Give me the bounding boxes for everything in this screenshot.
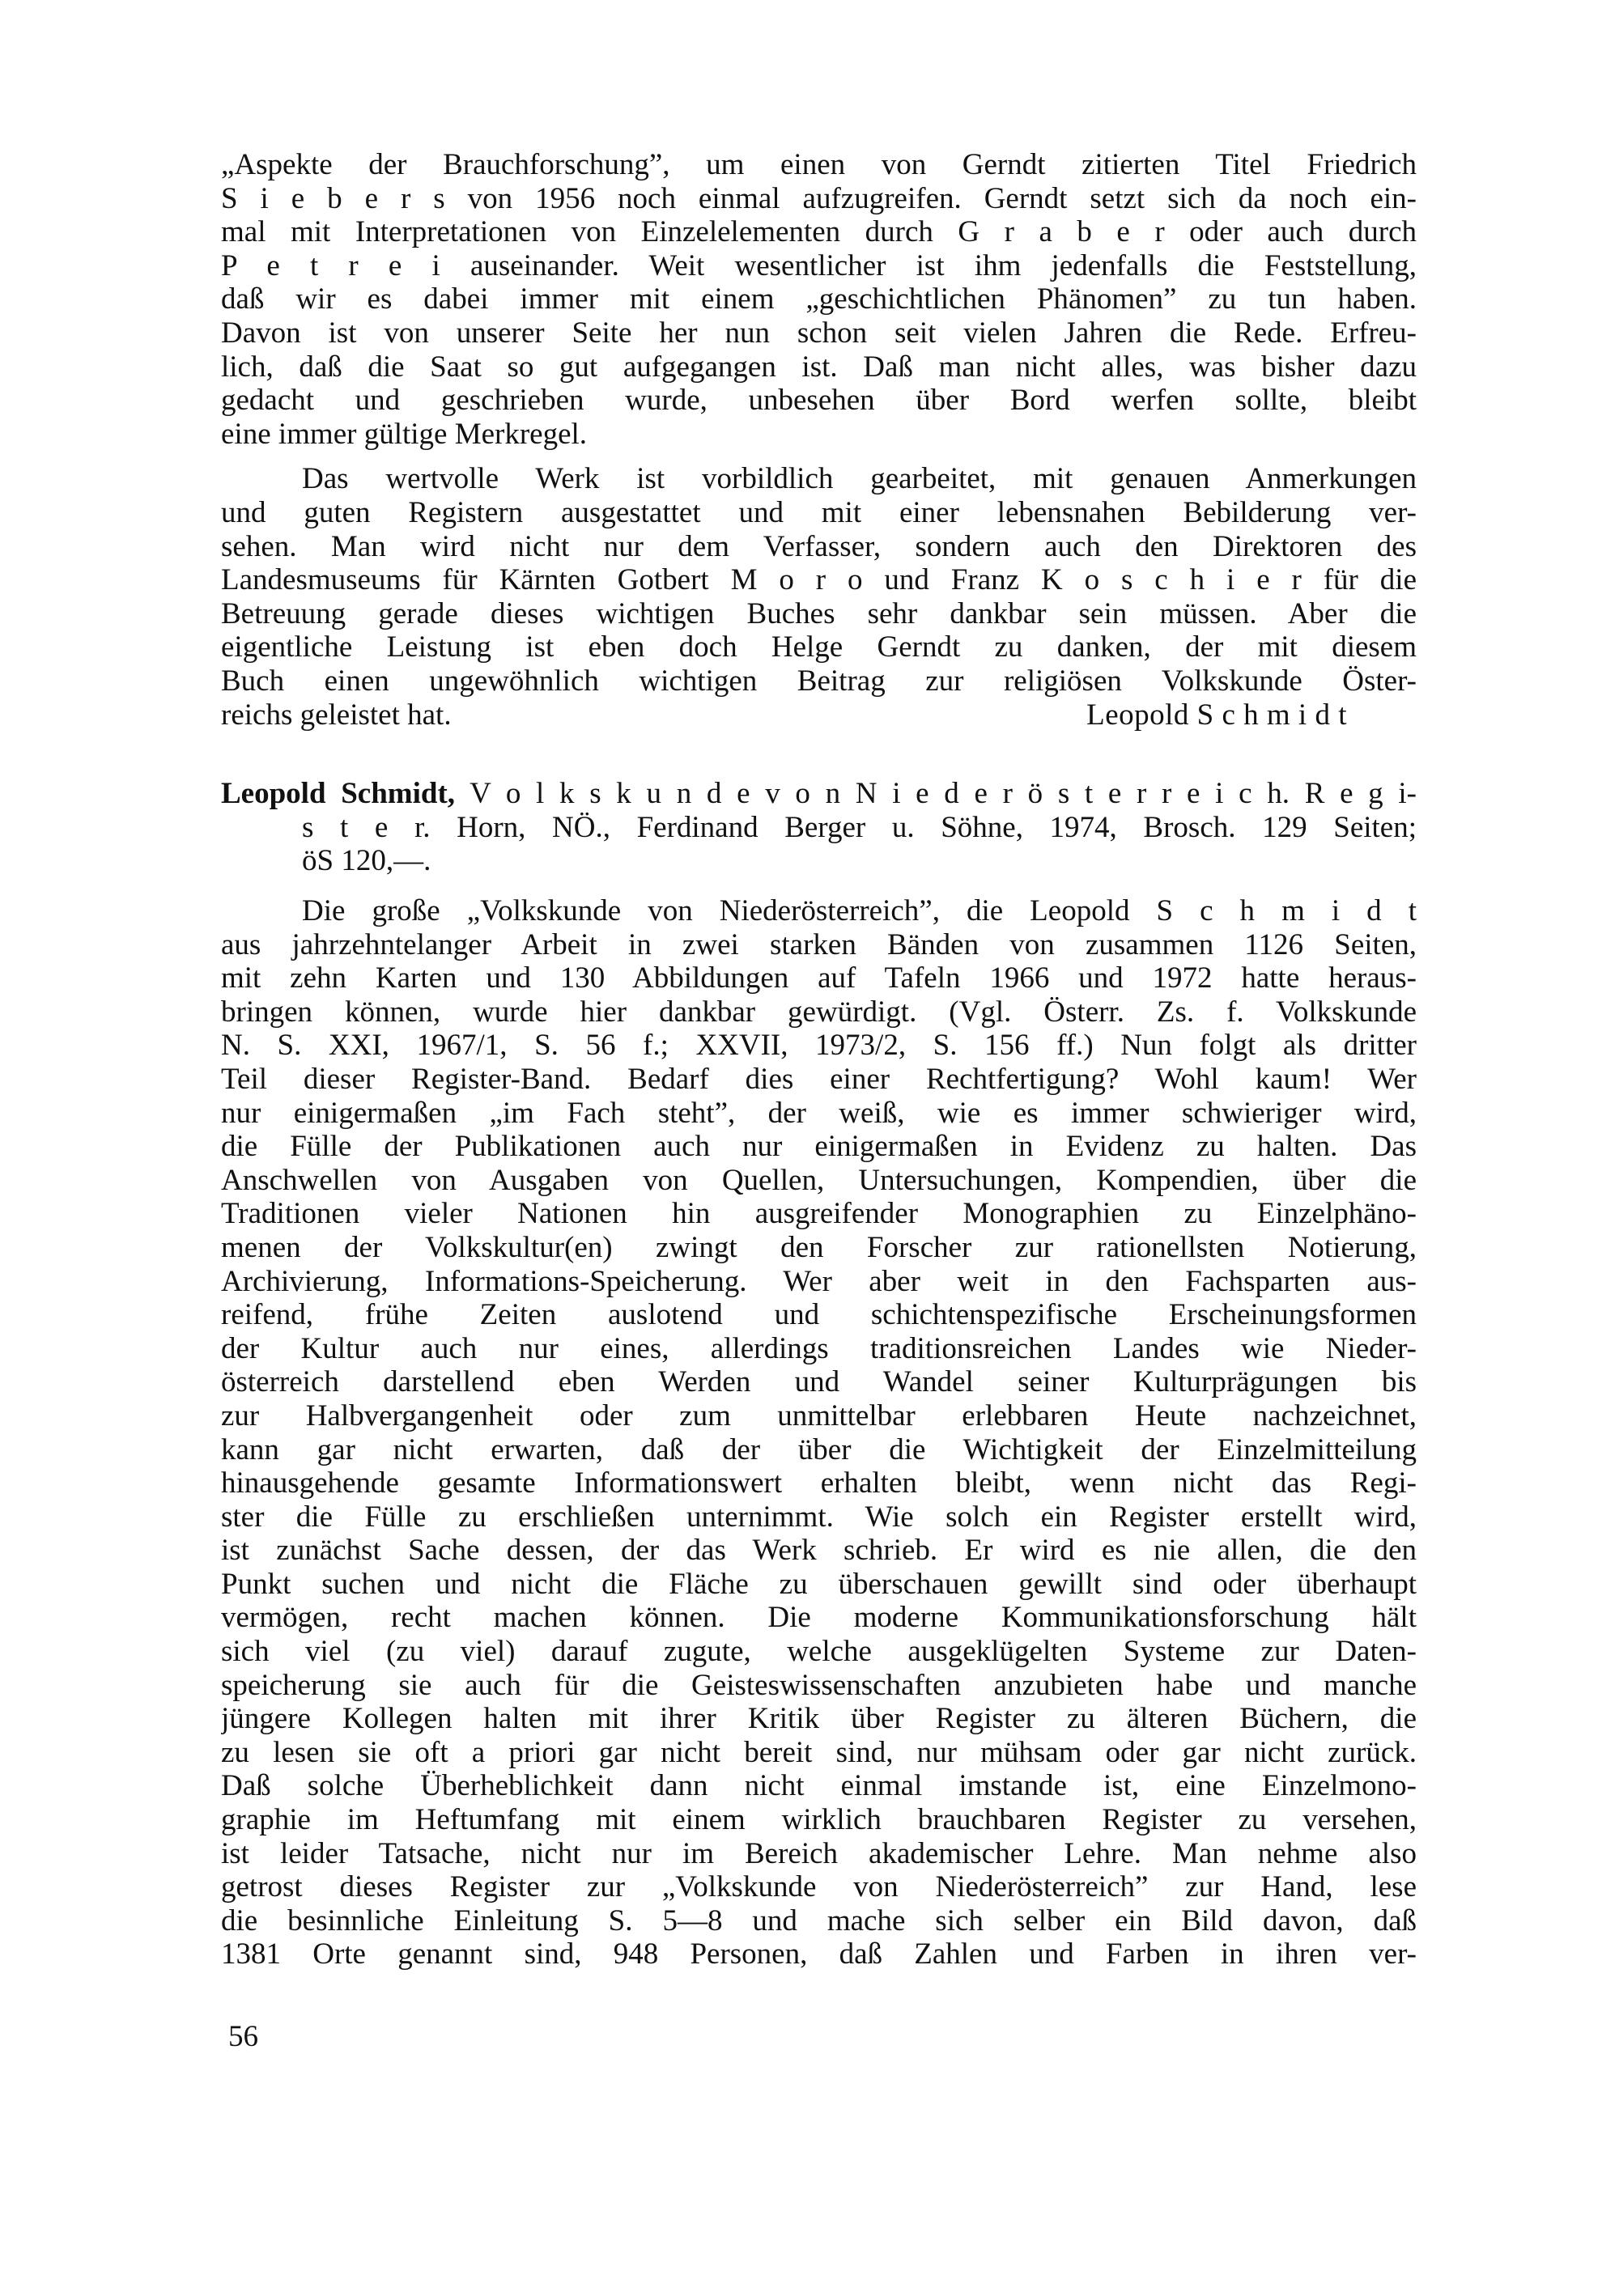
text-line: Daß solche Überheblichkeit dann nicht einmal imstande ist, eine Einzelmono- <box>221 1769 1417 1803</box>
text-line: die Fülle der Publikationen auch nur einigermaßen in Evidenz zu halten. Das <box>221 1130 1417 1164</box>
text-line: reichs geleistet hat. <box>221 698 452 732</box>
text-line: Davon ist von unserer Seite her nun schon seit vielen Jahren die Rede. Erfreu- <box>221 316 1417 350</box>
review-2-body <box>221 894 1417 1971</box>
text-line: und guten Registern ausgestattet und mit einer lebensnahen Bebilderung ver- <box>221 495 1417 529</box>
page-number: 56 <box>228 2020 258 2053</box>
review-2-paragraph <box>221 894 1417 1971</box>
text-line: Teil dieser Register-Band. Bedarf dies einer Rechtfertigung? Wohl kaum! Wer <box>221 1062 1417 1096</box>
text-line: sehen. Man wird nicht nur dem Verfasser, sondern auch den Direktoren des <box>221 529 1417 563</box>
text-line: sich viel (zu viel) darauf zugute, welche ausgeklügelten Systeme zur Daten- <box>221 1635 1417 1669</box>
text-line: kann gar nicht erwarten, daß der über die Wichtigkeit der Einzelmitteilung <box>221 1432 1417 1466</box>
text-line: vermögen, recht machen können. Die moderne Kommunikationsforschung hält <box>221 1601 1417 1635</box>
text-line: 1381 Orte genannt sind, 948 Personen, daß Zahlen und Farben in ihren ver- <box>221 1937 1417 1971</box>
text-line: hinausgehende gesamte Informationswert erhalten bleibt, wenn nicht das Regi- <box>221 1466 1417 1500</box>
text-line: N. S. XXI, 1967/1, S. 56 f.; XXVII, 1973/2, S. 156 ff.) Nun folgt als dritter <box>221 1029 1417 1063</box>
text-line: Traditionen vieler Nationen hin ausgreifender Monographien zu Einzelphäno- <box>221 1197 1417 1231</box>
review-2-book-title: V o l k s k u n d e v o n N i e d e r ö s t e r r e i c h. R e g i- <box>470 777 1417 810</box>
text-line: graphie im Heftumfang mit einem wirklich brauchbaren Register zu versehen, <box>221 1803 1417 1837</box>
review-2-header <box>221 777 1417 878</box>
text-line: gedacht und geschrieben wurde, unbesehen über Bord werfen sollte, bleibt <box>221 384 1417 418</box>
text-line: reifend, frühe Zeiten auslotend und schichtenspezifische Erscheinungsformen <box>221 1298 1417 1332</box>
signature: Leopold S c h m i d t <box>1086 698 1347 732</box>
text-line: mit zehn Karten und 130 Abbildungen auf Tafeln 1966 und 1972 hatte heraus- <box>221 961 1417 995</box>
text-line: mal mit Interpretationen von Einzelelementen durch G r a b e r oder auch durch <box>221 215 1417 249</box>
text-line: P e t r e i auseinander. Weit wesentlicher ist ihm jedenfalls die Feststellung, <box>221 248 1417 282</box>
text-line: bringen können, wurde hier dankbar gewürdigt. (Vgl. Österr. Zs. f. Volkskunde <box>221 995 1417 1029</box>
review-1 <box>221 148 1417 732</box>
text-line: lich, daß die Saat so gut aufgegangen ist. Daß man nicht alles, was bisher dazu <box>221 350 1417 384</box>
text-line: menen der Volkskultur(en) zwingt den Forscher zur rationellsten Notierung, <box>221 1230 1417 1264</box>
review-2-author: Leopold Schmidt, <box>221 777 456 810</box>
text-line: S i e b e r s von 1956 noch einmal aufzugreifen. Gerndt setzt sich da noch ein- <box>221 181 1417 215</box>
text-line: eine immer gültige Merkregel. <box>221 417 588 451</box>
text-line: daß wir es dabei immer mit einem „geschichtlichen Phänomen” zu tun haben. <box>221 282 1417 316</box>
text-line: ist leider Tatsache, nicht nur im Bereich akademischer Lehre. Man nehme also <box>221 1836 1417 1870</box>
text-line: Die große „Volkskunde von Niederösterreich”, die Leopold S c h m i d t <box>302 894 1417 927</box>
text-line: aus jahrzehntelanger Arbeit in zwei starken Bänden von zusammen 1126 Seiten, <box>221 927 1417 961</box>
text-line: speicherung sie auch für die Geisteswissenschaften anzubieten habe und manche <box>221 1668 1417 1702</box>
text-line: Landesmuseums für Kärnten Gotbert M o r o und Franz K o s c h i e r für die <box>221 563 1417 597</box>
text-line: Anschwellen von Ausgaben von Quellen, Untersuchungen, Kompendien, über die <box>221 1163 1417 1197</box>
text-line: zu lesen sie oft a priori gar nicht bereit sind, nur mühsam oder gar nicht zurück. <box>221 1735 1417 1769</box>
text-line: Archivierung, Informations-Speicherung. Wer aber weit in den Fachsparten aus- <box>221 1264 1417 1298</box>
review-1-paragraph-2 <box>221 462 1417 732</box>
text-line: Das wertvolle Werk ist vorbildlich gearbeitet, mit genauen Anmerkungen <box>302 462 1417 496</box>
text-line: die besinnliche Einleitung S. 5—8 und mache sich selber ein Bild davon, daß <box>221 1903 1417 1937</box>
text-line: getrost dieses Register zur „Volkskunde von Niederösterreich” zur Hand, lese <box>221 1870 1417 1904</box>
text-line: jüngere Kollegen halten mit ihrer Kritik über Register zu älteren Büchern, die <box>221 1702 1417 1736</box>
text-line: ster die Fülle zu erschließen unternimmt. Wie solch ein Register erstellt wird, <box>221 1500 1417 1534</box>
text-line: Punkt suchen und nicht die Fläche zu überschauen gewillt sind oder überhaupt <box>221 1567 1417 1601</box>
text-line: Betreuung gerade dieses wichtigen Buches sehr dankbar sein müssen. Aber die <box>221 596 1417 630</box>
text-line: ist zunächst Sache dessen, der das Werk schrieb. Er wird es nie allen, die den <box>221 1534 1417 1568</box>
closing-line <box>221 698 1417 732</box>
text-line: Buch einen ungewöhnlich wichtigen Beitrag zur religiösen Volkskunde Öster- <box>221 664 1417 698</box>
text-line: eigentliche Leistung ist eben doch Helge Gerndt zu danken, der mit diesem <box>221 630 1417 664</box>
text-line: nur einigermaßen „im Fach steht”, der weiß, wie es immer schwieriger wird, <box>221 1096 1417 1130</box>
text-line: der Kultur auch nur eines, allerdings traditionsreichen Landes wie Nieder- <box>221 1331 1417 1365</box>
text-line: österreich darstellend eben Werden und Wandel seiner Kulturprägungen bis <box>221 1365 1417 1399</box>
review-1-paragraph-1 <box>221 148 1417 451</box>
review-2-header-line-2: s t e r. Horn, NÖ., Ferdinand Berger u. Söhne, 1974, Brosch. 129 Seiten; <box>302 810 1417 844</box>
review-2-header-line-3: öS 120,—. <box>302 844 431 878</box>
text-line: „Aspekte der Brauchforschung”, um einen von Gerndt zitierten Titel Friedrich <box>221 148 1417 181</box>
text-line: zur Halbvergangenheit oder zum unmittelbar erlebbaren Heute nachzeichnet, <box>221 1398 1417 1432</box>
review-2-header-line-1 <box>221 777 1417 811</box>
